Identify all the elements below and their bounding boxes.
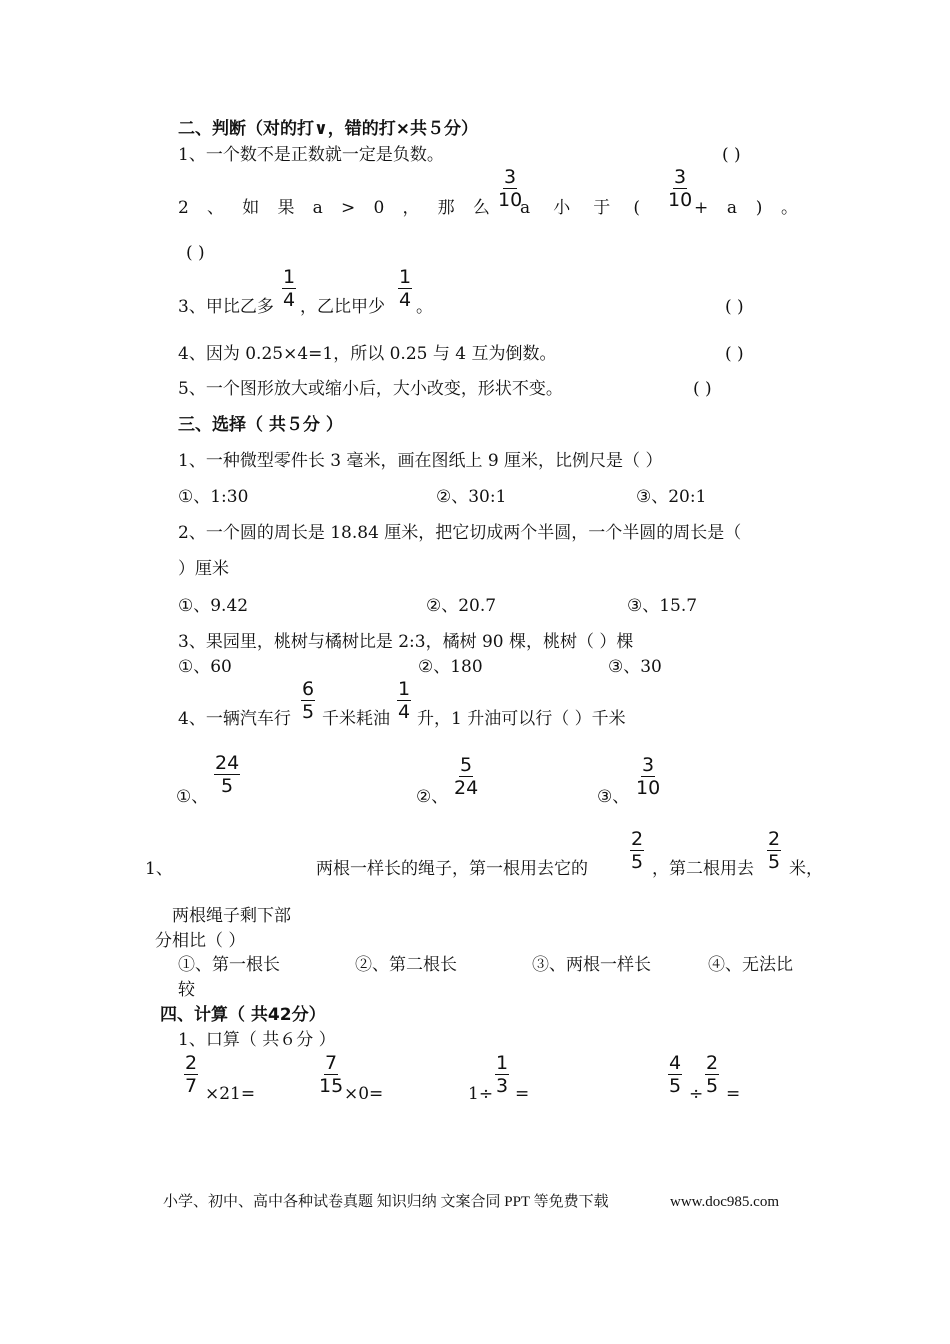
judge-q3-fraction-b: $\frac{1}{4}$ [399,266,412,311]
judge-q2-fraction-a: $\frac{3}{10}$ [498,166,523,211]
footer-url[interactable]: www.doc985.com [670,1194,780,1210]
choice-q5-text-a: 两根一样长的绳子，第一根用去它的 [316,859,588,879]
choice-q5-option[interactable]: ④、无法比 [708,955,793,975]
judge-q1-text: 1、一个数不是正数就一定是负数。 [178,145,444,165]
choice-q4-option-label[interactable]: ②、 [416,787,449,807]
choice-q2-option[interactable]: ②、20.7 [426,596,497,616]
calc-item-rest: ×21= [205,1084,256,1104]
choice-q4-text-b: 千米耗油 [322,709,390,729]
choice-q1-option[interactable]: ②、30:1 [436,487,507,507]
choice-q4-option-fraction[interactable]: $\frac{3}{10}$ [636,754,661,799]
judge-q3-text-a: 3、甲比乙多 [178,297,274,317]
calc-item-fraction: $\frac{2}{7}$ [185,1052,198,1097]
judge-q2-answer-blank[interactable]: ( ) [186,243,205,263]
section4-title: 四、计算（ 共42分） [160,1005,326,1025]
section4-sub1: 1、口算（ 共６分 ） [178,1030,336,1050]
footer-text: 小学、初中、高中各种试卷真题 知识归纳 文案合同 PPT 等免费下载 [163,1194,609,1210]
choice-q4-text-a: 4、一辆汽车行 [178,709,291,729]
choice-q2-option[interactable]: ③、15.7 [627,596,698,616]
calc-item-pre: 1÷ [468,1084,494,1104]
choice-q5-option[interactable]: ③、两根一样长 [532,955,651,975]
choice-q4-option-fraction[interactable]: $\frac{5}{24}$ [454,754,479,799]
choice-q5-option[interactable]: ①、第一根长 [178,955,280,975]
judge-q1-answer-blank[interactable]: ( ) [722,145,741,165]
judge-q3-answer-blank[interactable]: ( ) [725,297,744,317]
choice-q5-line3: 分相比（ ） [155,931,246,951]
judge-q2-text-b: a 小 于 ( [520,198,640,218]
choice-q4-fraction-a: $\frac{6}{5}$ [302,678,315,723]
calc-item-fraction: $\frac{1}{3}$ [496,1052,509,1097]
choice-q5-text-c: 米， [789,859,823,879]
judge-q2-fraction-b: $\frac{3}{10}$ [668,166,693,211]
choice-q5-fraction-a: $\frac{2}{5}$ [631,828,644,873]
calc-item-fraction: $\frac{4}{5}$ [669,1052,682,1097]
judge-q3-fraction-a: $\frac{1}{4}$ [283,266,296,311]
judge-q5-text: 5、一个图形放大或缩小后，大小改变，形状不变。 [178,379,563,399]
choice-q5-text-b: ，第二根用去 [652,859,754,879]
choice-q1-option[interactable]: ③、20:1 [636,487,707,507]
choice-q5-number: 1、 [145,859,173,879]
choice-q5-line2: 两根绳子剩下部 [172,906,291,926]
calc-item-fraction: $\frac{2}{5}$ [706,1052,719,1097]
judge-q2-text-c: + a ) 。 [694,198,798,218]
judge-q4-text: 4、因为 0.25×4=1，所以 0.25 与 4 互为倒数。 [178,344,557,364]
judge-q3-text-b: ，乙比甲少 [300,297,385,317]
calc-item-rest: = [515,1084,530,1104]
choice-q4-fraction-b: $\frac{1}{4}$ [398,678,411,723]
choice-q4-option-fraction[interactable]: $\frac{24}{5}$ [215,752,240,797]
section3-title: 三、选择（ 共５分 ） [178,415,343,435]
choice-q4-text-c: 升，1 升油可以行（ ）千米 [417,709,626,729]
choice-q3-option[interactable]: ①、60 [178,657,232,677]
section2-title: 二、判断（对的打∨，错的打×共５分） [178,119,479,139]
choice-q4-option-label[interactable]: ③、 [597,787,630,807]
judge-q3-text-c: 。 [416,297,433,317]
choice-q5-option[interactable]: ②、第二根长 [355,955,457,975]
choice-q1-option[interactable]: ①、1:30 [178,487,249,507]
judge-q4-answer-blank[interactable]: ( ) [725,344,744,364]
choice-q3-text: 3、果园里，桃树与橘树比是 2:3，橘树 90 棵，桃树（ ）棵 [178,632,634,652]
calc-item-fraction: $\frac{7}{15}$ [319,1052,344,1097]
choice-q2-text-wrap: ）厘米 [178,559,229,579]
choice-q2-text: 2、一个圆的周长是 18.84 厘米，把它切成两个半圆，一个半圆的周长是（ [178,523,742,543]
choice-q3-option[interactable]: ②、180 [418,657,483,677]
choice-q1-text: 1、一种微型零件长 3 毫米，画在图纸上 9 厘米，比例尺是（ ） [178,451,663,471]
choice-q2-option[interactable]: ①、9.42 [178,596,249,616]
choice-q3-option[interactable]: ③、30 [608,657,662,677]
calc-item-rest: ×0= [344,1084,384,1104]
choice-q4-option-label[interactable]: ①、 [176,787,209,807]
choice-q5-fraction-b: $\frac{2}{5}$ [768,828,781,873]
judge-q5-answer-blank[interactable]: ( ) [693,379,712,399]
choice-q5-option-wrap: 较 [178,980,195,1000]
calc-item-operator: ÷ [689,1084,704,1104]
judge-q2-text-a: 2 、 如 果 a > 0 ， 那 么 [178,198,490,218]
calc-item-rest: = [726,1084,741,1104]
